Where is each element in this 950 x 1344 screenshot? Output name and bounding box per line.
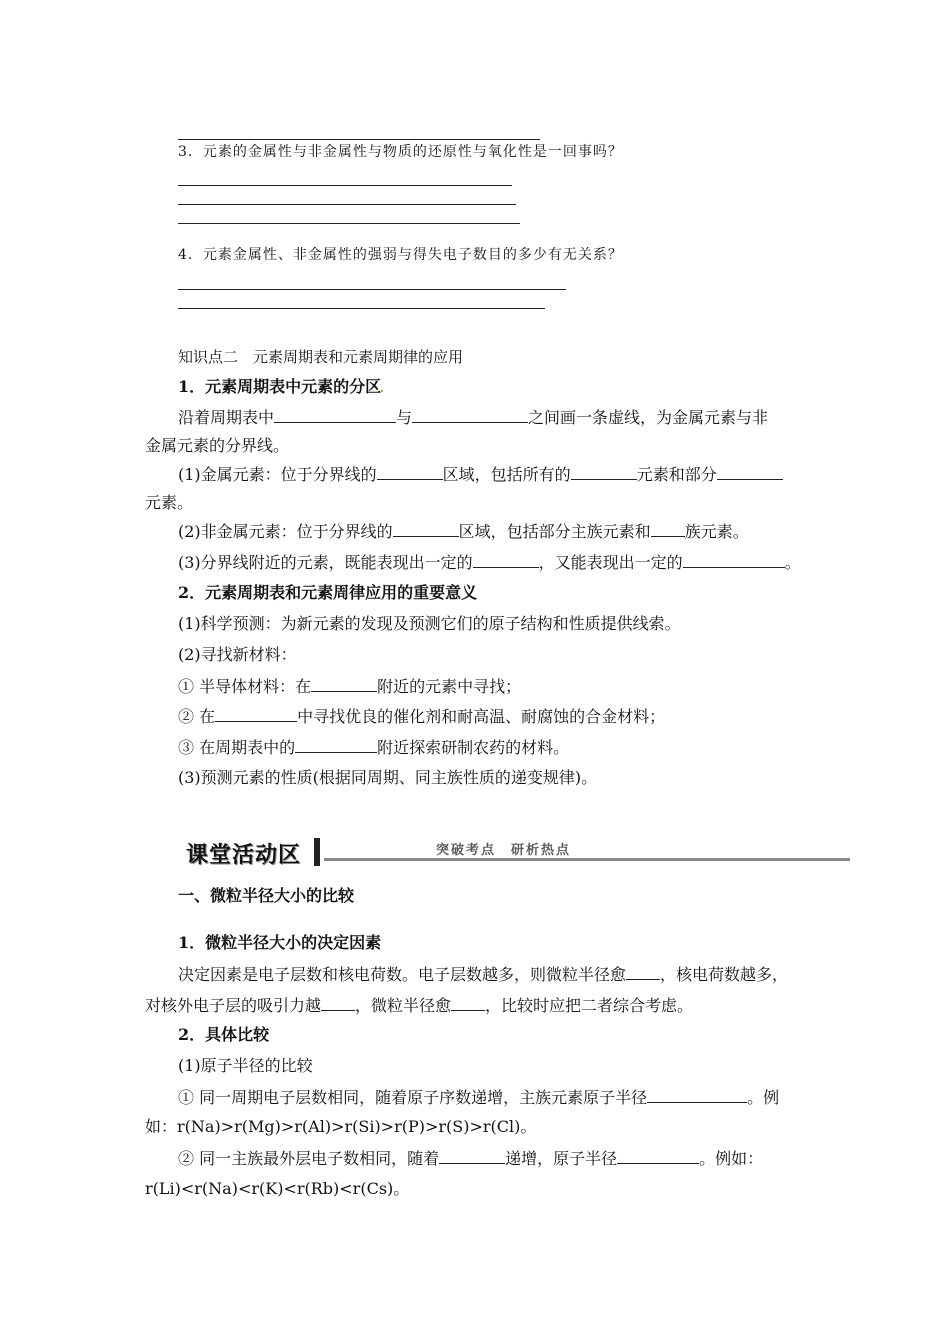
question-4: 4．元素金属性、非金属性的强弱与得失电子数目的多少有无关系？ [178, 247, 623, 263]
paragraph: 沿着周期表中 与 之间画一条虚线，为金属元素与非 [178, 408, 769, 427]
section-banner [178, 834, 850, 868]
section-heading: 知识点二 元素周期表和元素周期律的应用 [178, 348, 464, 366]
fill-blank[interactable] [412, 407, 528, 423]
list-item: ① 同一周期电子层数相同，随着原子序数递增，主族元素原子半径 。例 [178, 1088, 780, 1107]
list-item: (1)原子半径的比较 [178, 1056, 313, 1075]
list-item: (3)分界线附近的元素，既能表现出一定的 ，又能表现出一定的 。 [178, 553, 801, 572]
fill-blank[interactable] [683, 552, 785, 568]
paragraph: 金属元素的分界线。 [145, 436, 290, 455]
list-item: (2)非金属元素：位于分界线的 区域，包括部分主族元素和 族元素。 [178, 522, 749, 541]
answer-line [178, 289, 566, 290]
subsection-title: 2．具体比较 [178, 1025, 270, 1044]
answer-line [178, 204, 516, 205]
question-3: 3．元素的金属性与非金属性与物质的还原性与氧化性是一回事吗？ [178, 144, 623, 160]
fill-blank[interactable] [295, 737, 377, 753]
paragraph: 对核外电子层的吸引力越 ，微粒半径愈 ，比较时应把二者综合考虑。 [145, 996, 694, 1015]
list-item: ② 在 中寻找优良的催化剂和耐高温、耐腐蚀的合金材料； [178, 707, 666, 726]
list-item: ② 同一主族最外层电子数相同，随着 递增，原子半径 。例如： [178, 1149, 764, 1168]
fill-blank[interactable] [393, 521, 459, 537]
fill-blank[interactable] [311, 676, 377, 692]
fill-blank[interactable] [215, 706, 297, 722]
fill-blank[interactable] [473, 552, 539, 568]
list-item: (1)金属元素：位于分界线的 区域，包括所有的 元素和部分 [178, 464, 783, 485]
subsection-title: 1．元素周期表中元素的分区 [178, 377, 382, 396]
banner-divider [314, 838, 320, 866]
list-item: (3)预测元素的性质(根据同周期、同主族性质的递变规律)。 [178, 768, 598, 787]
fill-blank[interactable] [647, 1087, 747, 1103]
activity-heading: 一、微粒半径大小的比较 [178, 886, 355, 905]
banner-subtitle: 突破考点 研析热点 [436, 843, 572, 858]
formula-line: 如：r(Na)>r(Mg)>r(Al)>r(Si)>r(P)>r(S)>r(Cl)。 [145, 1117, 537, 1136]
fill-blank[interactable] [617, 1148, 699, 1164]
subsection-title: 1．微粒半径大小的决定因素 [178, 933, 382, 952]
fill-blank[interactable] [377, 464, 443, 480]
list-item: ① 半导体材料：在 附近的元素中寻找； [178, 677, 522, 696]
decoration-dot [381, 390, 383, 392]
fill-blank[interactable] [651, 521, 685, 537]
answer-line [178, 139, 540, 140]
fill-blank[interactable] [717, 464, 783, 480]
fill-blank[interactable] [274, 407, 396, 423]
list-item: (1)科学预测：为新元素的发现及预测它们的原子结构和性质提供线索。 [178, 614, 681, 633]
list-item: (2)寻找新材料： [178, 645, 297, 664]
answer-line [178, 185, 512, 186]
fill-blank[interactable] [439, 1148, 505, 1164]
paragraph: 元素。 [145, 493, 194, 512]
fill-blank[interactable] [451, 995, 485, 1011]
fill-blank[interactable] [321, 995, 355, 1011]
list-item: ③ 在周期表中的 附近探索研制农药的材料。 [178, 738, 570, 757]
fill-blank[interactable] [571, 464, 637, 480]
banner-title: 课堂活动区 [186, 843, 302, 868]
answer-line [178, 223, 520, 224]
paragraph: 决定因素是电子层数和核电荷数。电子层数越多，则微粒半径愈 ，核电荷数越多， [178, 965, 789, 984]
fill-blank[interactable] [626, 964, 660, 980]
banner-rule [324, 858, 850, 861]
radius-order-formula: r(Na)>r(Mg)>r(Al)>r(Si)>r(P)>r(S)>r(Cl)。 [177, 1117, 537, 1136]
radius-order-formula: r(Li)<r(Na)<r(K)<r(Rb)<r(Cs)。 [145, 1179, 410, 1198]
answer-line [178, 308, 545, 309]
subsection-title: 2．元素周期表和元素周律应用的重要意义 [178, 583, 478, 602]
